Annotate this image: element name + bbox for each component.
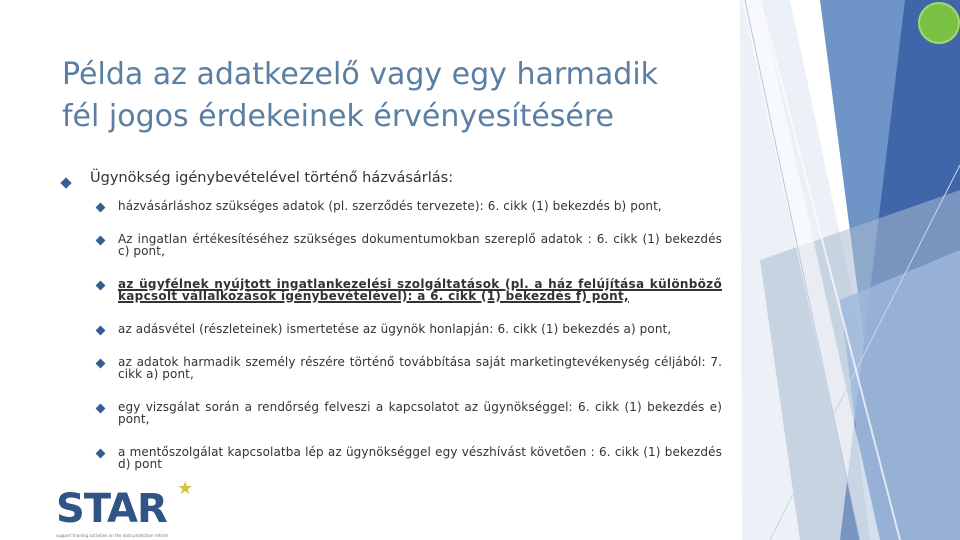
diamond-bullet-icon xyxy=(97,447,104,459)
title-line-1: Példa az adatkezelő vagy egy harmadik xyxy=(62,57,659,92)
green-circle xyxy=(919,3,959,43)
star-logo xyxy=(52,478,202,538)
list-item-text-underlined: az ügyfélnek nyújtott ingatlankezelési szolgáltatások (pl. a ház felújítása különböző kapcsolt vállalkozások igénybevételével): a 6. cikk (1) bekezdés f) pont, xyxy=(118,277,722,303)
diamond-bullet-icon xyxy=(97,324,104,336)
list-item-text: Az ingatlan értékesítéséhez szükséges dokumentumokban szereplő adatok : 6. cikk (1) bekezdés c) pont, xyxy=(118,232,722,258)
list-item-text: házvásárláshoz szükséges adatok (pl. szerződés tervezete): 6. cikk (1) bekezdés b) pont, xyxy=(118,199,662,213)
bullet-list xyxy=(62,168,722,491)
slide-title xyxy=(62,54,722,138)
list-item-text: az adásvétel (részleteinek) ismertetése az ügynök honlapján: 6. cikk (1) bekezdés a) pont, xyxy=(118,322,672,336)
list-item xyxy=(62,233,722,257)
diamond-bullet-icon xyxy=(97,357,104,369)
diamond-bullet-icon xyxy=(97,279,104,291)
diamond-bullet-icon xyxy=(97,402,104,414)
diamond-bullet-icon xyxy=(62,173,70,193)
list-item xyxy=(62,323,722,335)
sub-bullet-list xyxy=(62,200,722,470)
list-item-text: egy vizsgálat során a rendőrség felveszi a kapcsolatot az ügynökséggel: 6. cikk (1) bekezdés e) pont, xyxy=(118,400,722,426)
list-item xyxy=(62,278,722,302)
logo-subtitle: support training activities on the data protection reform xyxy=(56,533,169,538)
list-item xyxy=(62,356,722,380)
title-line-2: fél jogos érdekeinek érvényesítésére xyxy=(62,99,615,134)
star-icon: ★ xyxy=(177,478,194,499)
logo-text: STAR xyxy=(56,486,167,532)
list-item xyxy=(62,401,722,425)
list-item xyxy=(62,200,722,212)
main-bullet-text: Ügynökség igénybevételével történő házvásárlás: xyxy=(90,170,454,186)
main-bullet xyxy=(62,168,722,188)
list-item-text: a mentőszolgálat kapcsolatba lép az ügynökséggel egy vészhívást követően : 6. cikk (1) bekezdés d) pont xyxy=(118,445,722,471)
diamond-bullet-icon xyxy=(97,201,104,213)
list-item xyxy=(62,446,722,470)
list-item-text: az adatok harmadik személy részére történő továbbítása saját marketingtevékenység céljából: 7. cikk a) pont, xyxy=(118,355,722,381)
diamond-bullet-icon xyxy=(97,234,104,246)
